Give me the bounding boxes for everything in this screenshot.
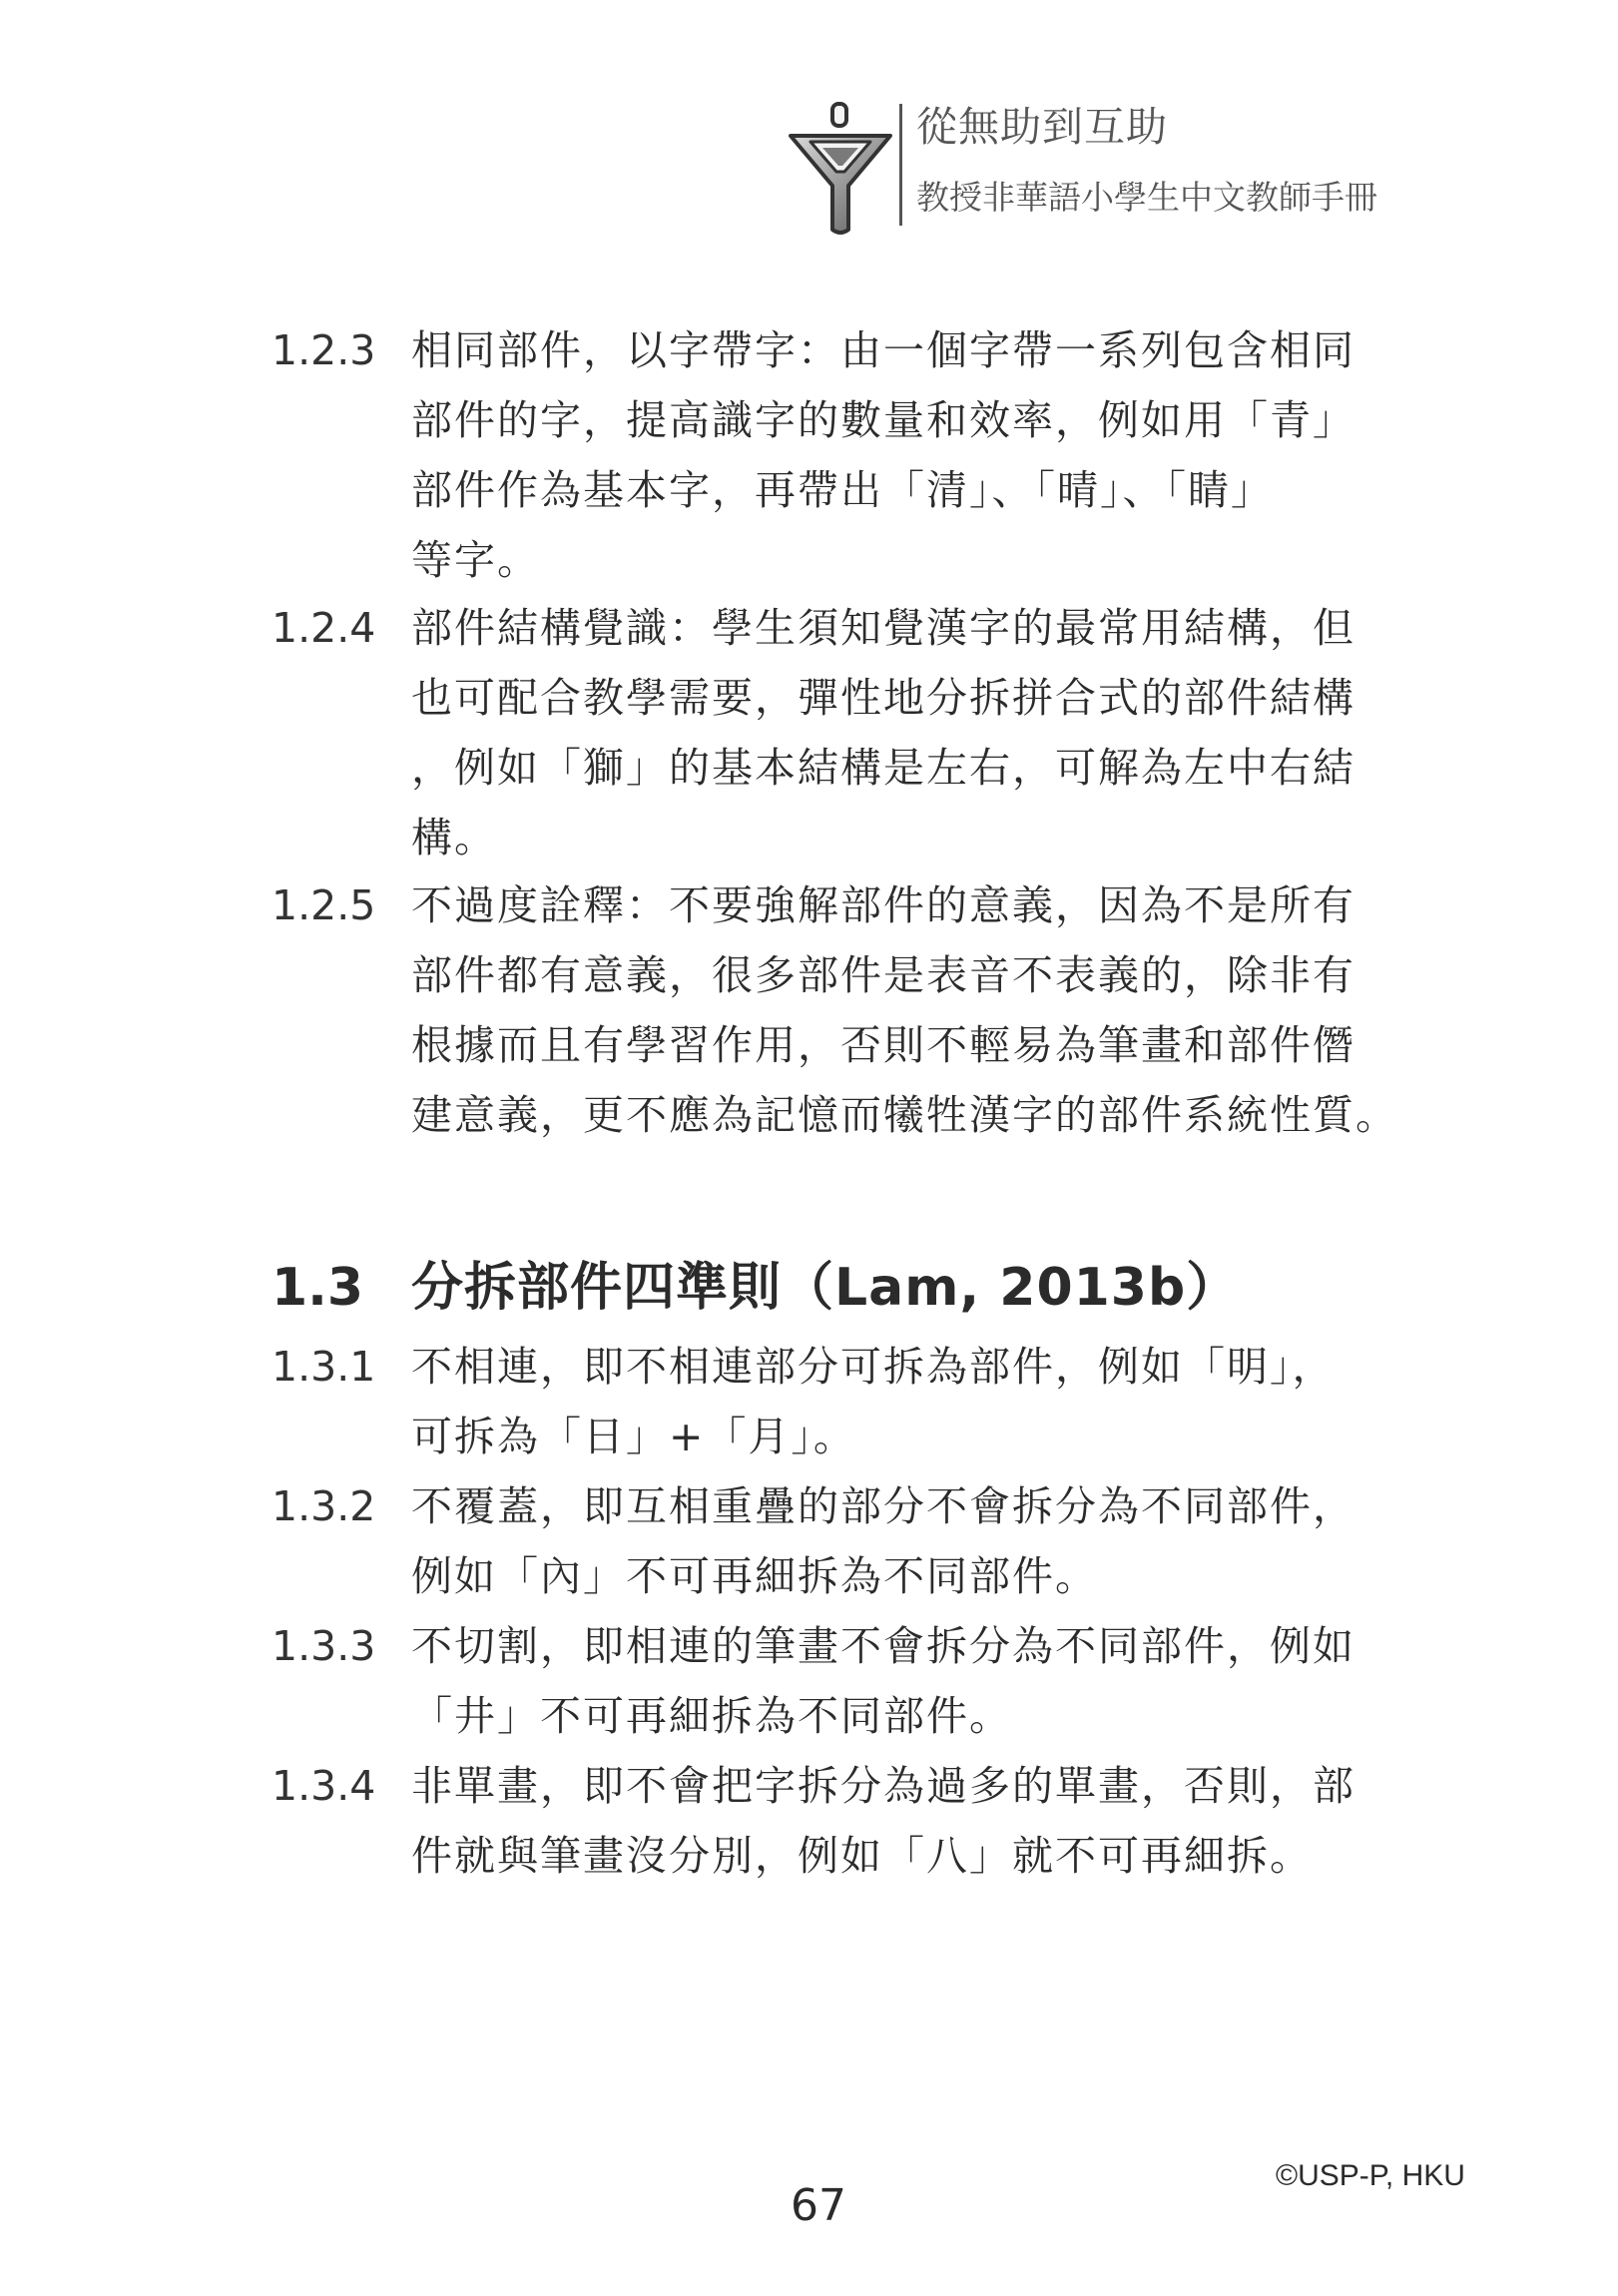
funnel-logo-icon (787, 102, 894, 236)
copyright-notice: ©USP-P, HKU (1276, 2159, 1465, 2192)
item-text (411, 315, 1509, 595)
item-text (411, 1611, 1509, 1751)
text-line: 部件作為基本字，再帶出「清」、「晴」、「睛」 (411, 466, 1274, 514)
item-number: 1.3.1 (271, 1343, 376, 1391)
item-number: 1.2.4 (271, 604, 376, 652)
item-text (411, 1332, 1509, 1471)
text-line: 部件都有意義，很多部件是表音不表義的，除非有 (411, 951, 1355, 999)
item-text (411, 1751, 1509, 1891)
text-line: 也可配合教學需要，彈性地分拆拼合式的部件結構 (411, 674, 1355, 722)
text-line: 等字。 (411, 536, 540, 584)
item-text (411, 870, 1509, 1150)
text-line: 「井」不可再細拆為不同部件。 (411, 1692, 1012, 1740)
text-line: 例如「內」不可再細拆為不同部件。 (411, 1552, 1098, 1600)
list-item-1-2-4 (271, 593, 1519, 872)
page-header (787, 96, 1485, 236)
section-heading (271, 1246, 1469, 1330)
text-line: ，例如「獅」的基本結構是左右，可解為左中右結 (411, 744, 1355, 792)
text-line: 構。 (411, 814, 497, 861)
section-number: 1.3 (271, 1258, 364, 1318)
header-divider (899, 104, 902, 226)
text-line: 不相連，即不相連部分可拆為部件，例如「明」， (411, 1343, 1336, 1391)
list-item-1-3-2 (271, 1471, 1519, 1611)
text-line: 部件結構覺識：學生須知覺漢字的最常用結構，但 (411, 604, 1355, 652)
item-text (411, 593, 1509, 872)
text-line: 可拆為「日」+「月」。 (411, 1413, 856, 1460)
text-line: 不覆蓋，即互相重疊的部分不會拆分為不同部件， (411, 1482, 1355, 1530)
text-line: 件就與筆畫沒分別，例如「八」就不可再細拆。 (411, 1832, 1313, 1880)
item-number: 1.3.2 (271, 1482, 376, 1530)
text-line: 部件的字，提高識字的數量和效率，例如用「青」 (411, 396, 1355, 444)
item-number: 1.3.4 (271, 1762, 376, 1810)
list-item-1-2-5 (271, 870, 1519, 1150)
item-number: 1.2.3 (271, 326, 376, 374)
list-item-1-3-1 (271, 1332, 1519, 1471)
item-number: 1.2.5 (271, 881, 376, 929)
page-number: 67 (791, 2180, 846, 2231)
text-line: 相同部件，以字帶字：由一個字帶一系列包含相同 (411, 326, 1355, 374)
item-text (411, 1471, 1509, 1611)
list-item-1-3-3 (271, 1611, 1519, 1751)
list-item-1-3-4 (271, 1751, 1519, 1891)
text-line: 根據而且有學習作用，否則不輕易為筆畫和部件僭 (411, 1021, 1355, 1069)
list-item-1-2-3 (271, 315, 1519, 595)
text-line: 建意義，更不應為記憶而犧牲漢字的部件系統性質。 (411, 1091, 1398, 1139)
text-line: 非單畫，即不會把字拆分為過多的單畫，否則，部 (411, 1762, 1355, 1810)
text-line: 不切割，即相連的筆畫不會拆分為不同部件，例如 (411, 1622, 1355, 1670)
header-subtitle: 教授非華語小學生中文教師手冊 (916, 178, 1377, 217)
header-title: 從無助到互助 (916, 103, 1168, 151)
text-line: 不過度詮釋：不要強解部件的意義，因為不是所有 (411, 881, 1355, 929)
section-title: 分拆部件四準則（Lam, 2013b） (411, 1258, 1240, 1318)
item-number: 1.3.3 (271, 1622, 376, 1670)
